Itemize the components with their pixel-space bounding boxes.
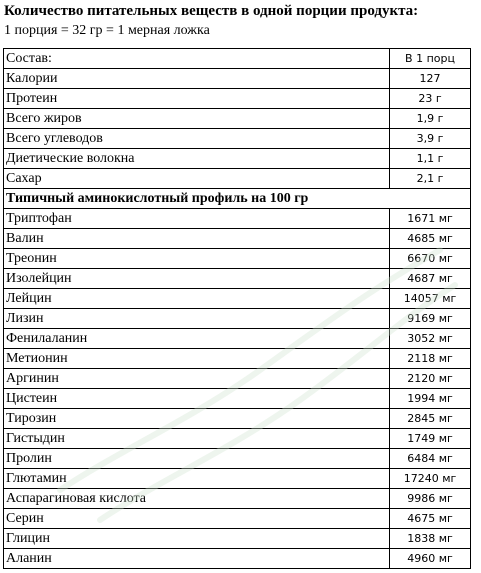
table-row: [4, 529, 471, 549]
nutrient-value: 2,1 г: [390, 169, 471, 189]
amino-acid-value: 4960 мг: [390, 549, 471, 569]
table-row: [4, 269, 471, 289]
amino-acid-name: Серин: [4, 509, 390, 529]
amino-acid-value: 1671 мг: [390, 209, 471, 229]
nutrient-value: 23 г: [390, 89, 471, 109]
table-row: [4, 449, 471, 469]
amino-acid-value: 1838 мг: [390, 529, 471, 549]
amino-acid-name: Фенилаланин: [4, 329, 390, 349]
amino-acid-name: Глицин: [4, 529, 390, 549]
page-title: Количество питательных веществ в одной порции продукта:: [4, 3, 419, 19]
table-row: [4, 149, 471, 169]
amino-acid-name: Гистыдин: [4, 429, 390, 449]
amino-acid-value: 6484 мг: [390, 449, 471, 469]
amino-acid-name: Треонин: [4, 249, 390, 269]
table-row: [4, 349, 471, 369]
amino-acid-value: 2120 мг: [390, 369, 471, 389]
nutrient-name: Всего углеводов: [4, 129, 390, 149]
table-row: [4, 69, 471, 89]
table-row: [4, 169, 471, 189]
serving-size: 1 порция = 32 гр = 1 мерная ложка: [4, 23, 210, 38]
amino-profile-heading: Типичный аминокислотный профиль на 100 гр: [4, 189, 471, 209]
nutrient-name: Сахар: [4, 169, 390, 189]
column-header-composition: Состав:: [4, 49, 390, 69]
amino-acid-name: Лизин: [4, 309, 390, 329]
nutrient-name: Калории: [4, 69, 390, 89]
table-row: [4, 409, 471, 429]
amino-acid-value: 4675 мг: [390, 509, 471, 529]
amino-acid-name: Триптофан: [4, 209, 390, 229]
column-header-per-serving: В 1 порц: [390, 49, 471, 69]
table-row: [4, 309, 471, 329]
amino-acid-name: Цистеин: [4, 389, 390, 409]
table-row: [4, 369, 471, 389]
table-row: [4, 129, 471, 149]
nutrient-value: 1,9 г: [390, 109, 471, 129]
table-row: [4, 469, 471, 489]
nutrient-value: 127: [390, 69, 471, 89]
nutrient-name: Всего жиров: [4, 109, 390, 129]
amino-acid-value: 3052 мг: [390, 329, 471, 349]
table-row: [4, 429, 471, 449]
amino-acid-value: 1749 мг: [390, 429, 471, 449]
nutrition-table: [3, 48, 471, 569]
amino-acid-value: 4685 мг: [390, 229, 471, 249]
amino-acid-value: 17240 мг: [390, 469, 471, 489]
amino-acid-name: Изолейцин: [4, 269, 390, 289]
table-row: [4, 289, 471, 309]
amino-acid-value: 9169 мг: [390, 309, 471, 329]
amino-acid-name: Аргинин: [4, 369, 390, 389]
amino-acid-value: 14057 мг: [390, 289, 471, 309]
table-row: [4, 89, 471, 109]
amino-acid-name: Аланин: [4, 549, 390, 569]
table-row: [4, 489, 471, 509]
amino-acid-name: Валин: [4, 229, 390, 249]
table-row: [4, 509, 471, 529]
table-row: [4, 549, 471, 569]
amino-acid-value: 6670 мг: [390, 249, 471, 269]
amino-acid-name: Лейцин: [4, 289, 390, 309]
amino-acid-name: Аспарагиновая кислота: [4, 489, 390, 509]
amino-acid-value: 4687 мг: [390, 269, 471, 289]
amino-acid-name: Пролин: [4, 449, 390, 469]
section-heading-row: [4, 189, 471, 209]
amino-acid-name: Тирозин: [4, 409, 390, 429]
table-row: [4, 209, 471, 229]
amino-acid-value: 2845 мг: [390, 409, 471, 429]
nutrient-value: 1,1 г: [390, 149, 471, 169]
table-row: [4, 109, 471, 129]
amino-acid-name: Метионин: [4, 349, 390, 369]
table-row: [4, 249, 471, 269]
amino-acid-value: 2118 мг: [390, 349, 471, 369]
nutrient-value: 3,9 г: [390, 129, 471, 149]
nutrient-name: Диетические волокна: [4, 149, 390, 169]
table-row: [4, 389, 471, 409]
table-header-row: [4, 49, 471, 69]
table-row: [4, 329, 471, 349]
table-row: [4, 229, 471, 249]
amino-acid-name: Глютамин: [4, 469, 390, 489]
amino-acid-value: 9986 мг: [390, 489, 471, 509]
amino-acid-value: 1994 мг: [390, 389, 471, 409]
nutrient-name: Протеин: [4, 89, 390, 109]
